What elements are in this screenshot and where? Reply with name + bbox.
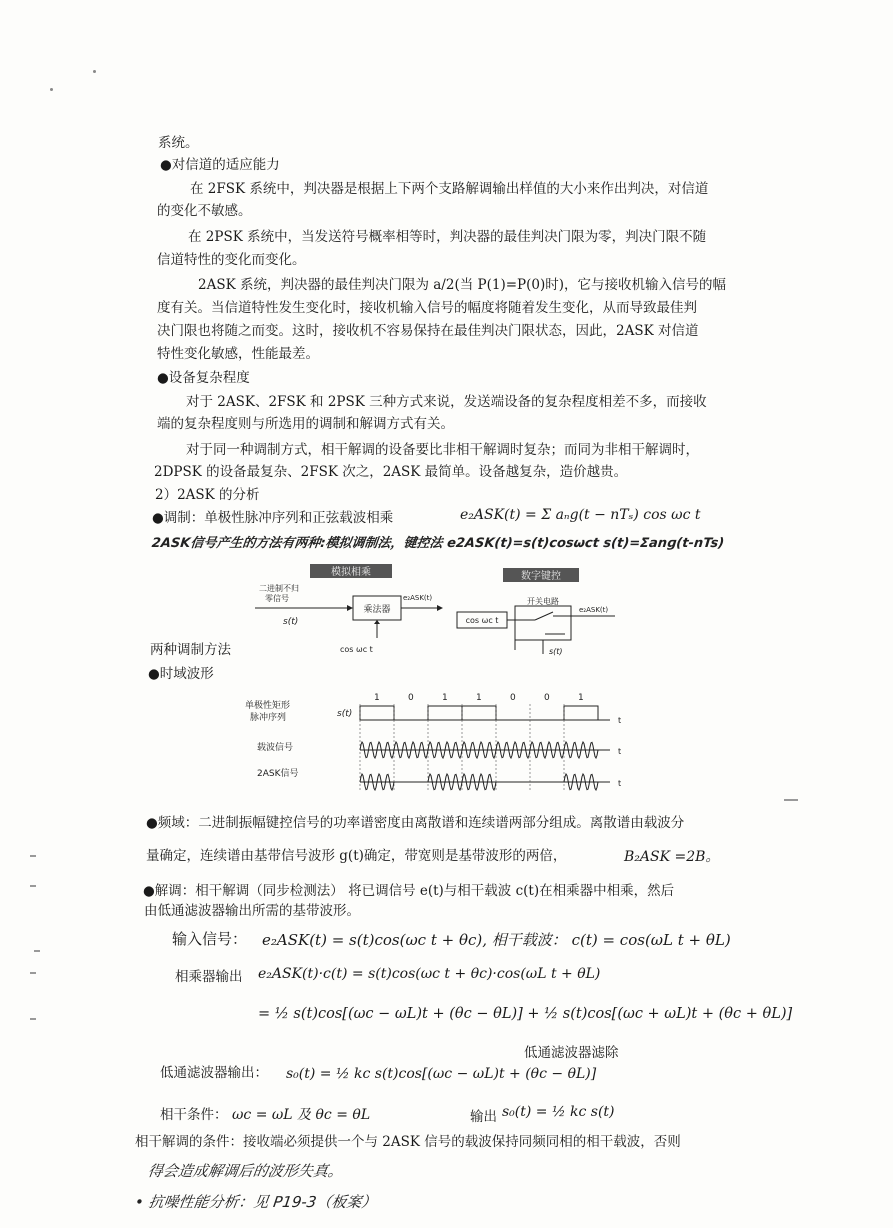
equation-label: 相乘器输出 <box>175 969 243 985</box>
pulse <box>360 706 394 720</box>
scan-speck <box>93 70 96 73</box>
equation: s₀(t) = ½ kc s(t) <box>502 1104 615 1120</box>
handwritten-note: 得会造成解调后的波形失真。 <box>146 1162 345 1180</box>
keying-output-label: e₂ASK(t) <box>579 606 609 614</box>
waveform-label: 2ASK信号 <box>257 769 299 779</box>
text-line: 量确定，连续谱由基带信号波形 g(t)确定，带宽则是基带波形的两倍， <box>146 848 567 864</box>
bit-label: 0 <box>544 693 550 703</box>
multiplier-label: 乘法器 <box>363 605 391 615</box>
text-line: 特性变化敏感，性能最差。 <box>157 346 319 362</box>
handwritten-note: • 抗噪性能分析：见 P19-3（板案） <box>133 1193 378 1211</box>
bit-label: 1 <box>374 693 380 703</box>
text-line: 由低通滤波器输出所需的基带波形。 <box>144 903 360 919</box>
scan-speck <box>784 799 798 801</box>
t-axis-label: t <box>618 779 622 788</box>
text-line: 决门限也将随之而变。这时，接收机不容易保持在最佳判决门限状态，因此，2ASK 对信道 <box>157 323 699 339</box>
text-line: 在 2PSK 系统中，当发送符号概率相等时，判决器的最佳判决门限为零，判决门限不随 <box>188 229 707 245</box>
analog-title: 模拟相乘 <box>331 567 371 578</box>
section-heading: ●对信道的适应能力 <box>160 157 280 173</box>
handwritten-note: 2ASK信号产生的方法有两种:模拟调制法，键控法 e2ASK(t)=s(t)cosωct s(t)=Σanɡ(t-nTs) <box>151 536 725 551</box>
equation-label: 输出 <box>470 1109 497 1125</box>
text-line: 对于同一种调制方式，相干解调的设备要比非相干解调时复杂；而同为非相干解调时， <box>186 442 699 458</box>
pulse <box>462 706 496 720</box>
output-label: e₂ASK(t) <box>403 594 433 602</box>
equation-label: 输入信号： <box>172 930 248 948</box>
section-heading: ●频域：二进制振幅键控信号的功率谱密度由离散谱和连续谱两部分组成。离散谱由载波分 <box>146 815 685 831</box>
equation: = ½ s(t)cos[(ωc − ωL)t + (θc − θL)] + ½ s(t)cos[(ωc + ωL)t + (θc + θL)] <box>258 1006 793 1022</box>
equation: e₂ASK(t)·c(t) = s(t)cos(ωc t + θc)·cos(ωL t + θL) <box>258 966 601 982</box>
bit-label: 1 <box>578 693 584 703</box>
modulation-diagram <box>245 560 625 660</box>
input-label: 零信号 <box>265 594 289 603</box>
section-heading: 2）2ASK 的分析 <box>155 487 260 503</box>
scan-speck <box>30 855 36 857</box>
section-heading: ●解调：相干解调（同步检测法） 将已调信号 e(t)与相干载波 c(t)在相乘器中相乘，然后 <box>143 883 675 899</box>
scan-speck <box>30 972 36 974</box>
bit-label: 1 <box>476 693 482 703</box>
annotation: 低通滤波器滤除 <box>524 1045 619 1061</box>
equation-label: 相干条件： <box>160 1107 228 1123</box>
text-line: 端的复杂程度则与所选用的调制和解调方式有关。 <box>157 416 454 432</box>
waveform-label: 载波信号 <box>257 743 294 753</box>
waveform-label: 单极性矩形 <box>245 701 291 711</box>
scan-speck <box>30 1018 36 1020</box>
bit-label: 1 <box>442 693 448 703</box>
keying-st-label: s(t) <box>549 647 563 656</box>
carrier-label: cos ωc t <box>340 645 373 654</box>
text-line: 相干解调的条件：接收端必须提供一个与 2ASK 信号的载波保持同频同相的相干载波，否则 <box>135 1134 681 1150</box>
equation: e₂ASK(t) = s(t)cos(ωc t + θc), 相干载波： c(t) = cos(ωL t + θL) <box>262 931 731 949</box>
keying-title: 数字键控 <box>521 571 561 582</box>
text-line: 2DPSK 的设备最复杂、2FSK 次之，2ASK 最简单。设备越复杂，造价越贵。 <box>154 464 628 480</box>
input-label: 二进制不归 <box>259 584 299 593</box>
equation: e₂ASK(t) = Σ aₙg(t − nTₛ) cos ωc t <box>460 507 701 523</box>
waveform-label: 脉冲序列 <box>250 713 287 723</box>
oscillator-label: cos ωc t <box>465 616 499 625</box>
scan-speck <box>30 885 36 887</box>
text-line: ●调制：单极性脉冲序列和正弦载波相乘 <box>152 510 394 526</box>
equation: s₀(t) = ½ kc s(t)cos[(ωc − ωL)t + (θc − θL)] <box>286 1066 597 1082</box>
section-heading: ●时域波形 <box>148 666 214 682</box>
text-line: 度有关。当信道特性发生变化时，接收机输入信号的幅度将随着发生变化，从而导致最佳判 <box>157 300 697 316</box>
text-line: 系统。 <box>158 135 199 151</box>
figure-caption: 两种调制方法 <box>150 642 231 658</box>
st-axis-label: s(t) <box>337 709 353 719</box>
text-line: 对于 2ASK、2FSK 和 2PSK 三种方式来说，发送端设备的复杂程度相差不多，而接收 <box>186 394 707 410</box>
st-label: s(t) <box>283 617 299 627</box>
scan-speck <box>50 88 53 91</box>
section-heading: ●设备复杂程度 <box>157 370 250 386</box>
text-line: 2ASK 系统，判决器的最佳判决门限为 a/2(当 P(1)=P(0)时)，它与接收机输入信号的幅 <box>198 277 726 293</box>
equation: ωc = ωL 及 θc = θL <box>232 1107 371 1123</box>
t-axis-label: t <box>618 747 622 756</box>
time-domain-waveform <box>240 688 640 813</box>
bit-label: 0 <box>408 693 414 703</box>
bandwidth-equation: B₂ASK =2B。 <box>624 849 720 865</box>
switch-label: 开关电路 <box>527 597 559 606</box>
switch-box <box>515 606 571 640</box>
text-line: 的变化不敏感。 <box>157 203 252 219</box>
equation-label: 低通滤波器输出： <box>160 1065 268 1081</box>
text-line: 信道特性的变化而变化。 <box>157 252 306 268</box>
scan-speck <box>34 950 40 952</box>
text-line: 在 2FSK 系统中，判决器是根据上下两个支路解调输出样值的大小来作出判决，对信道 <box>190 181 709 197</box>
bit-label: 0 <box>510 693 516 703</box>
pulse <box>428 706 462 720</box>
pulse <box>564 706 598 720</box>
t-axis-label: t <box>618 716 622 725</box>
